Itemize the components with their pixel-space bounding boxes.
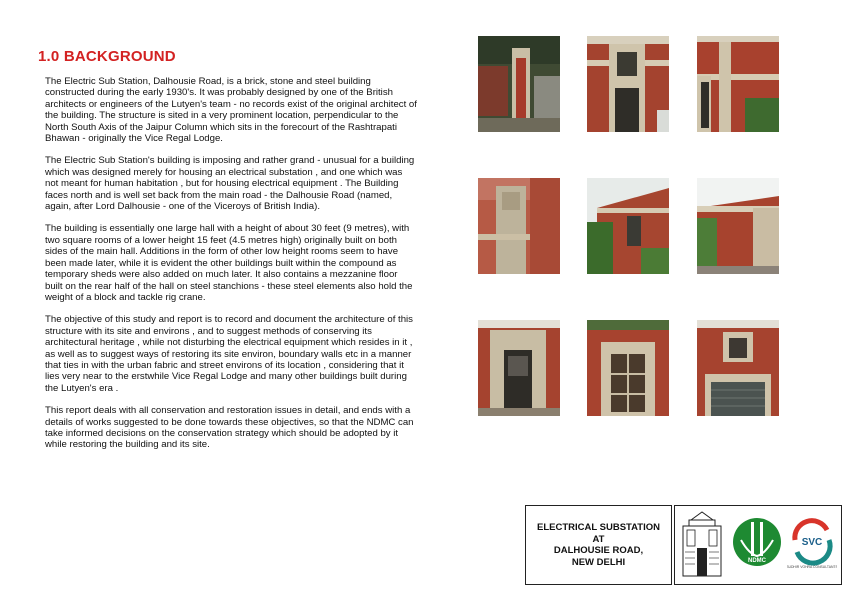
paragraph: The building is essentially one large hall with a height of about 30 feet (9 metres), with two square rooms of a lower height 15 feet (4.5 metres high) originally built on both sides of the main hall. Additions in the form of other low height rooms seem to have been made later, while it is evident the other buildings built within the compound as temporary sheds were also added on much later. It also contains a mezzanine floor built on the rear half of the hall on steel stanchions - these steel elements also hold the weight of a block and tackle rig crane. <box>45 223 413 303</box>
svc-subtext: SUDHIR VOHRA CONSULTANTS <box>787 565 837 569</box>
photo-louvred-opening <box>697 320 779 416</box>
photo-facade-entrance <box>587 36 669 132</box>
photo-side-doorway <box>478 320 560 416</box>
photo-boundary-wall-pillar <box>478 36 560 132</box>
paragraph: The Electric Sub Station, Dalhousie Road, is a brick, stone and steel building constructed during the early 1930's. It was probably designed by one of the British architects or engineers of the Lutyen's team - no records exist of the original architect of the building. The structure is sited in a very prominent location, perpendicular to the North South Axis of the Jaipur Column which sits in the forecourt of the Rashtrapati Bhawan - originally the Vice Regal Lodge. <box>45 76 417 145</box>
paragraph: This report deals with all conservation and restoration issues in detail, and ends with a details of works suggested to be done towards these objectives, so that the NDMC can take informed decisions on the conservation strategy which should be adopted by it while restoring the building and its site. <box>45 405 414 451</box>
photo-window-detail <box>587 320 669 416</box>
title-line: ELECTRICAL SUBSTATION <box>537 522 660 533</box>
building-elevation-logo <box>679 510 725 580</box>
photo-roof-cornice <box>697 178 779 274</box>
ndmc-text: NDMC <box>748 558 766 564</box>
body-text <box>45 76 417 462</box>
title-line: DALHOUSIE ROAD, <box>553 545 644 556</box>
photo-stone-pilaster-detail <box>478 178 560 274</box>
logos-block <box>674 505 842 585</box>
section-heading: 1.0 BACKGROUND <box>38 48 176 65</box>
photo-building-with-trees <box>587 178 669 274</box>
photo-side-corner <box>697 36 779 132</box>
title-block <box>525 505 672 585</box>
title-line: AT <box>592 533 605 545</box>
paragraph: The Electric Sub Station's building is imposing and rather grand - unusual for a building which was designed merely for housing an electrical substation , and one which was not meant for human habitation , but for housing electrical equipment . The Building faces north and is well set back from the main road - the Dalhousie Road (named, again, after Lord Dalhousie - one of the Viceroys of British India). <box>45 155 415 213</box>
ndmc-logo <box>731 510 783 580</box>
svc-logo <box>787 510 837 580</box>
paragraph: The objective of this study and report is to record and document the architecture of this structure with its site and environs , and to suggest methods of conserving its architectural heritage , while not disturbing the electrical equipment which resides in it , as well as to suggest ways of restoring its site environ, boundary walls etc in a manner that ties in with the urban fabric and street environs of its location , considering that it lies very near to the erstwhile Vice Regal Lodge and many other buildings built during the Lutyen's era . <box>45 314 413 394</box>
title-line: NEW DELHI <box>571 556 626 568</box>
svc-text: SVC <box>801 537 823 548</box>
